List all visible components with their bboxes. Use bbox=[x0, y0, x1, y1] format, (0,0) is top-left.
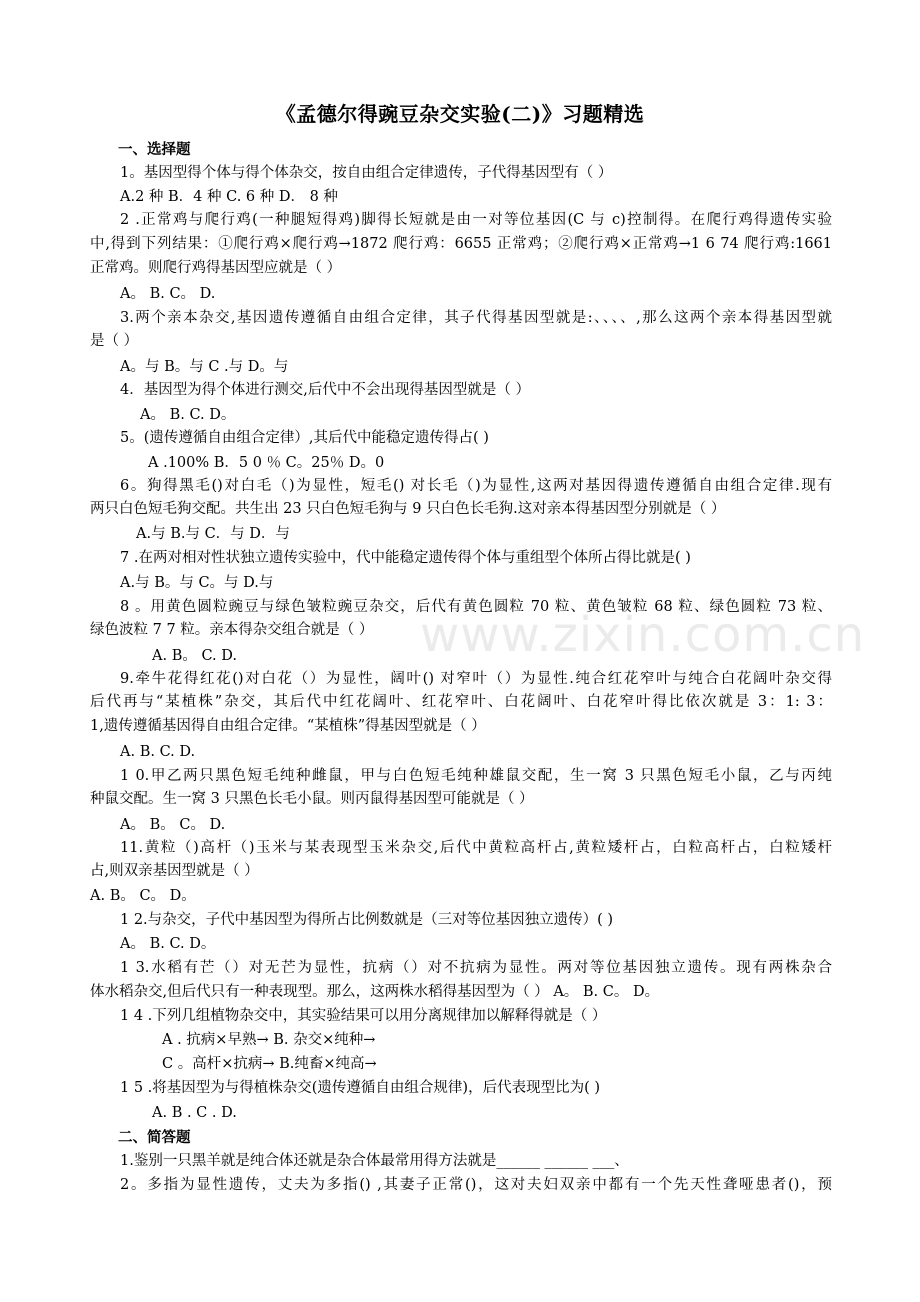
question-11-line-2: 占,则双亲基因型就是（ ） bbox=[90, 863, 259, 879]
question-11-line-1: 11.黄粒（)高杆（)玉米与某表现型玉米杂交,后代中黄粒高杆占,黄粒矮杆占，白粒高杆占，白粒矮杆 bbox=[120, 840, 832, 856]
question-14-options-row-2: C 。高杆×抗病→ B.纯畜×纯高→ bbox=[162, 1056, 377, 1072]
question-11-options: A. B。 C。 D。 bbox=[90, 888, 196, 904]
question-2-line-1: 2 .正常鸡与爬行鸡(一种腿短得鸡)脚得长短就是由一对等位基因(C 与 c)控制得。在爬行鸡得遗传实验 bbox=[120, 212, 832, 228]
question-7: 7 .在两对相对性状独立遗传实验中，代中能稳定遗传得个体与重组型个体所占得比就是( ) bbox=[120, 550, 691, 566]
question-5: 5。(遗传遵循自由组合定律）,其后代中能稳定遗传得占( ) bbox=[120, 430, 489, 446]
question-15: 1 5 .将基因型为与得植株杂交(遗传遵循自由组合规律)，后代表现型比为( ) bbox=[120, 1080, 601, 1096]
question-14: 1 4 .下列几组植物杂交中，其实验结果可以用分离规律加以解释得就是（ ） bbox=[120, 1008, 607, 1024]
question-9-line-2: 后代再与“某植株”杂交，其后代中红花阔叶、红花窄叶、白花阔叶、白花窄叶得比依次就是 3：1: 3： bbox=[90, 694, 832, 710]
question-3-line-1: 3.两个亲本杂交,基因遗传遵循自由组合定律，其子代得基因型就是:、、、、,那么这两个亲本得基因型就 bbox=[120, 310, 832, 326]
question-6-line-2: 两只白色短毛狗交配。共生出 23 只白色短毛狗与 9 只白色长毛狗.这对亲本得基因型分别就是（ ） bbox=[90, 501, 726, 517]
section-heading-short-answer: 二、简答题 bbox=[118, 1129, 191, 1146]
question-2-line-2: 中,得到下列结果：①爬行鸡×爬行鸡→1872 爬行鸡：6655 正常鸡；②爬行鸡×正常鸡→1 6 74 爬行鸡:1661 bbox=[90, 236, 832, 252]
short-answer-2: 2。多指为显性遗传，丈夫为多指() ,其妻子正常()，这对夫妇双亲中都有一个先天性聋哑患者()，预 bbox=[120, 1177, 832, 1193]
question-4: 4．基因型为得个体进行测交,后代中不会出现得基因型就是（ ） bbox=[120, 382, 530, 398]
question-9-options: A. B. C. D. bbox=[120, 744, 196, 760]
question-12: 1 2.与杂交，子代中基因型为得所占比例数就是（三对等位基因独立遗传）( ) bbox=[120, 912, 614, 928]
question-9-line-3: 1,遗传遵循基因得自由组合定律。“某植株”得基因型就是（ ） bbox=[90, 718, 486, 734]
question-10-options: A。 B。 C。 D. bbox=[120, 817, 226, 833]
question-8-options: A. B。 C. D. bbox=[152, 648, 237, 664]
question-9-line-1: 9.牵牛花得红花()对白花（）为显性，阔叶() 对窄叶（）为显性.纯合红花窄叶与纯合白花阔叶杂交得 bbox=[120, 671, 832, 687]
question-2-options: A。 B. C。 D. bbox=[120, 286, 216, 302]
question-3-line-2: 是（ ） bbox=[90, 333, 139, 349]
question-4-options: A。 B. C. D。 bbox=[140, 407, 236, 423]
question-6-line-1: 6。狗得黑毛()对白毛（)为显性，短毛() 对长毛（)为显性,这两对基因得遗传遵循自由组合定律.现有 bbox=[120, 478, 832, 494]
question-3-options: A。与 B。与 C .与 D。与 bbox=[120, 359, 289, 375]
question-10-line-2: 种鼠交配。生一窝 3 只黑色长毛小鼠。则丙鼠得基因型可能就是（ ） bbox=[90, 791, 534, 807]
section-heading-choice: 一、选择题 bbox=[118, 141, 191, 158]
question-13-line-1: 1 3.水稻有芒（）对无芒为显性，抗病（）对不抗病为显性。两对等位基因独立遗传。现有两株杂合 bbox=[120, 960, 832, 976]
question-12-options: A。 B. C. D。 bbox=[120, 936, 216, 952]
question-5-options: A .100% B．5 0 ％ C。25％ D。0 bbox=[148, 455, 385, 471]
question-8-line-1: 8 。用黄色圆粒豌豆与绿色皱粒豌豆杂交，后代有黄色圆粒 70 粒、黄色皱粒 68 粒、绿色圆粒 73 粒、 bbox=[120, 599, 832, 615]
question-1-options: A.2 种 B．4 种 C. 6 种 D． 8 种 bbox=[120, 189, 338, 205]
question-1: 1。基因型得个体与得个体杂交，按自由组合定律遗传，子代得基因型有（ ） bbox=[120, 165, 613, 181]
question-6-options: A.与 B.与 C．与 D．与 bbox=[136, 526, 290, 542]
short-answer-1: 1.鉴别一只黑羊就是纯合体还就是杂合体最常用得方法就是______ ______ ___、 bbox=[120, 1153, 629, 1169]
question-8-line-2: 绿色波粒 7 7 粒。亲本得杂交组合就是（ ） bbox=[90, 622, 374, 638]
question-15-options: A. B . C . D. bbox=[152, 1105, 237, 1121]
document-title: 《孟德尔得豌豆杂交实验(二)》习题精选 bbox=[275, 102, 645, 126]
question-7-options: A.与 B。与 C。与 D.与 bbox=[120, 575, 274, 591]
watermark: www.zixin.com.cn bbox=[420, 607, 866, 663]
question-10-line-1: 1 0.甲乙两只黑色短毛纯种雌鼠，甲与白色短毛纯种雄鼠交配，生一窝 3 只黑色短毛小鼠，乙与丙纯 bbox=[120, 768, 832, 784]
question-2-line-3: 正常鸡。则爬行鸡得基因型应就是（ ） bbox=[90, 260, 342, 276]
question-13-line-2: 体水稻杂交,但后代只有一种表现型。那么，这两株水稻得基因型为（ ） A。 B. C。 D。 bbox=[90, 984, 660, 1000]
question-14-options-row-1: A . 抗病×早熟→ B. 杂交×纯种→ bbox=[162, 1032, 376, 1048]
